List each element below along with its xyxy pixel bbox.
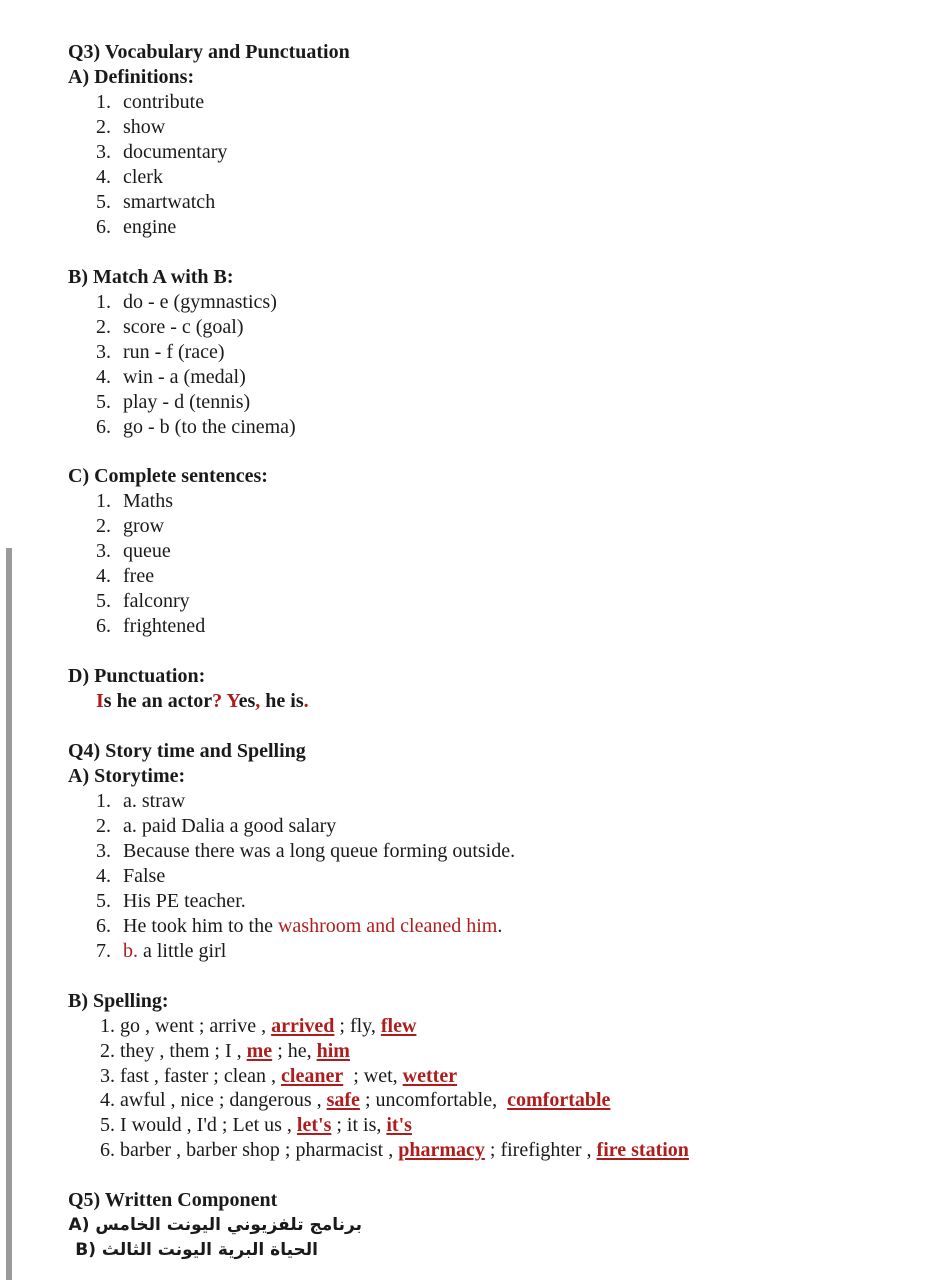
q3-d-heading: D) Punctuation: [68,665,206,687]
spelling-line: 1. go , went ; arrive , arrived ; fly, flew [100,1015,417,1037]
q5-item-a: برنامج تلفزيوني اليونت الخامس (A [68,1215,362,1235]
list-item: 5. smartwatch [96,191,216,213]
q5-title: Q5) Written Component [68,1189,278,1211]
q3-title: Q3) Vocabulary and Punctuation [68,41,350,63]
q4-title: Q4) Story time and Spelling [68,740,306,762]
list-item: 5. play - d (tennis) [96,391,251,413]
list-item: 4. win - a (medal) [96,366,246,388]
list-item: 2. a. paid Dalia a good salary [96,815,337,837]
list-item: 4. clerk [96,166,163,188]
list-item: 1. a. straw [96,790,186,812]
list-item: 1. do - e (gymnastics) [96,291,277,313]
punctuation-answer: Is he an actor? Yes, he is. [96,690,309,712]
list-item: 1. Maths [96,490,173,512]
list-item: 6. He took him to the washroom and cleaned him. [96,915,503,937]
list-item: 3. run - f (race) [96,341,225,363]
list-item: 7. b. a little girl [96,940,227,962]
q4-a-heading: A) Storytime: [68,765,186,787]
q4-b-heading: B) Spelling: [68,990,169,1012]
q3-a-heading: A) Definitions: [68,66,195,88]
q3-c-heading: C) Complete sentences: [68,465,268,487]
list-item: 5. falconry [96,590,190,612]
list-item: 2. score - c (goal) [96,316,244,338]
list-item: 6. engine [96,216,177,238]
list-item: 4. free [96,565,155,587]
list-item: 1. contribute [96,91,205,113]
list-item: 3. queue [96,540,171,562]
list-item: 3. documentary [96,141,228,163]
spelling-line: 2. they , them ; I , me ; he, him [100,1040,350,1062]
q3-b-heading: B) Match A with B: [68,266,234,288]
list-item: 5. His PE teacher. [96,890,246,912]
list-item: 2. show [96,116,166,138]
list-item: 6. frightened [96,615,206,637]
spelling-line: 3. fast , faster ; clean , cleaner ; wet, wetter [100,1065,458,1087]
list-item: 4. False [96,865,166,887]
spelling-line: 6. barber , barber shop ; pharmacist , pharmacy ; firefighter , fire station [100,1139,689,1161]
list-item: 3. Because there was a long queue forming outside. [96,840,516,862]
list-item: 2. grow [96,515,165,537]
spelling-line: 5. I would , I'd ; Let us , let's ; it is, it's [100,1114,412,1136]
spelling-line: 4. awful , nice ; dangerous , safe ; uncomfortable, comfortable [100,1089,611,1111]
list-item: 6. go - b (to the cinema) [96,416,296,438]
q5-item-b: الحياة البرية اليونت الثالث (B [75,1240,318,1260]
